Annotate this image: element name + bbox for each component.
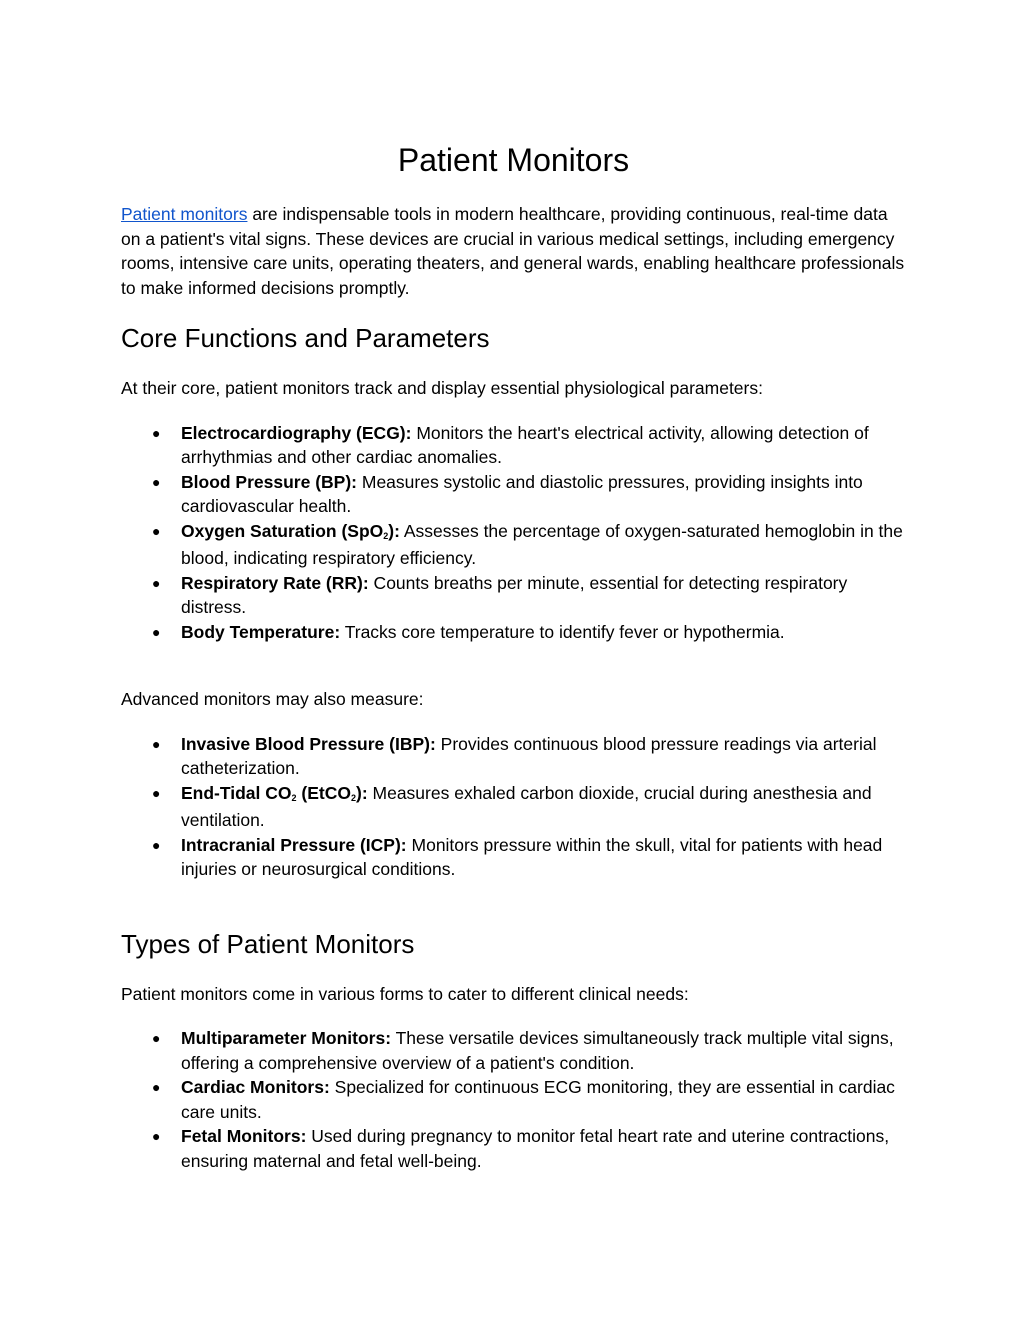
bullet-icon: ● — [152, 735, 161, 752]
item-term: Fetal Monitors: — [181, 1126, 307, 1146]
item-description: Measures systolic and diastolic pressures, providing insights into cardiovascular health. — [181, 471, 863, 516]
bullet-icon: ● — [152, 522, 161, 539]
list-item — [152, 620, 906, 645]
monitor-types-list — [121, 1026, 906, 1173]
bullet-icon: ● — [152, 784, 161, 801]
item-description: Measures exhaled carbon dioxide, crucial during anesthesia and ventilation. — [181, 782, 872, 830]
list-item — [152, 1124, 906, 1173]
item-term — [181, 783, 368, 803]
item-description: Specialized for continuous ECG monitoring, they are essential in cardiac care units. — [181, 1077, 895, 1122]
item-term: Cardiac Monitors: — [181, 1077, 330, 1097]
subscript: 2 — [350, 792, 356, 803]
list-item — [152, 519, 906, 571]
item-term: Blood Pressure (BP): — [181, 471, 357, 492]
core-parameters-list — [121, 421, 906, 645]
item-term: Respiratory Rate (RR): — [181, 572, 369, 593]
list-item — [152, 571, 906, 620]
types-heading: Types of Patient Monitors — [121, 928, 415, 959]
item-term-part: ): — [388, 520, 400, 541]
item-term: Multiparameter Monitors: — [181, 1028, 392, 1048]
item-description: Provides continuous blood pressure readings via arterial catheterization. — [181, 733, 877, 778]
types-lead-paragraph: Patient monitors come in various forms to cater to different clinical needs: — [121, 983, 689, 1004]
item-term-part: (EtCO — [296, 782, 351, 803]
item-description: Counts breaths per minute, essential for detecting respiratory distress. — [181, 572, 848, 617]
item-description: Used during pregnancy to monitor fetal heart rate and uterine contractions, ensuring maternal and fetal well-being. — [181, 1126, 890, 1171]
bullet-icon: ● — [152, 473, 161, 490]
core-lead-paragraph: At their core, patient monitors track and display essential physiological parameters: — [121, 378, 763, 398]
item-term-part: End-Tidal CO — [181, 782, 292, 803]
item-description: Monitors the heart's electrical activity, allowing detection of arrhythmias and other cardiac anomalies. — [181, 422, 869, 467]
list-item — [152, 421, 906, 470]
item-description: Assesses the percentage of oxygen-saturated hemoglobin in the blood, indicating respiratory efficiency. — [181, 520, 903, 568]
intro-paragraph — [121, 202, 906, 300]
item-description: These versatile devices simultaneously track multiple vital signs, offering a comprehensive overview of a patient's condition. — [181, 1028, 894, 1073]
item-term-part: Oxygen Saturation (SpO — [181, 520, 384, 541]
advanced-lead-paragraph: Advanced monitors may also measure: — [121, 689, 424, 709]
bullet-icon: ● — [152, 574, 161, 591]
list-item — [152, 833, 906, 882]
bullet-icon: ● — [152, 1030, 161, 1046]
bullet-icon: ● — [152, 623, 161, 640]
list-item — [152, 470, 906, 519]
item-term: Invasive Blood Pressure (IBP): — [181, 733, 436, 754]
intro-text: are indispensable tools in modern healthcare, providing continuous, real-time data on a patient's vital signs. These devices are crucial in various medical settings, including emergency rooms, intensive care units, operating theaters, and general wards, enabling healthcare professionals to make informed decisions promptly. — [121, 204, 905, 298]
page-title: Patient Monitors — [397, 142, 630, 178]
item-term — [181, 521, 400, 541]
bullet-icon: ● — [152, 836, 161, 853]
item-description: Monitors pressure within the skull, vital for patients with head injuries or neurosurgical conditions. — [181, 834, 883, 879]
subscript: 2 — [383, 530, 389, 541]
core-functions-heading: Core Functions and Parameters — [121, 323, 490, 353]
item-term: Body Temperature: — [181, 621, 341, 642]
subscript: 2 — [291, 792, 297, 803]
item-term-part: ): — [356, 782, 368, 803]
item-term: Electrocardiography (ECG): — [181, 422, 412, 443]
list-item — [152, 1026, 906, 1075]
bullet-icon: ● — [152, 1128, 161, 1144]
advanced-parameters-list — [121, 732, 906, 882]
list-item — [152, 732, 906, 781]
list-item — [152, 781, 906, 833]
bullet-icon: ● — [152, 1079, 161, 1095]
patient-monitors-link[interactable]: Patient monitors — [121, 204, 248, 224]
item-description: Tracks core temperature to identify fever or hypothermia. — [340, 621, 785, 642]
list-item — [152, 1075, 906, 1124]
bullet-icon: ● — [152, 424, 161, 441]
item-term: Intracranial Pressure (ICP): — [181, 834, 407, 855]
